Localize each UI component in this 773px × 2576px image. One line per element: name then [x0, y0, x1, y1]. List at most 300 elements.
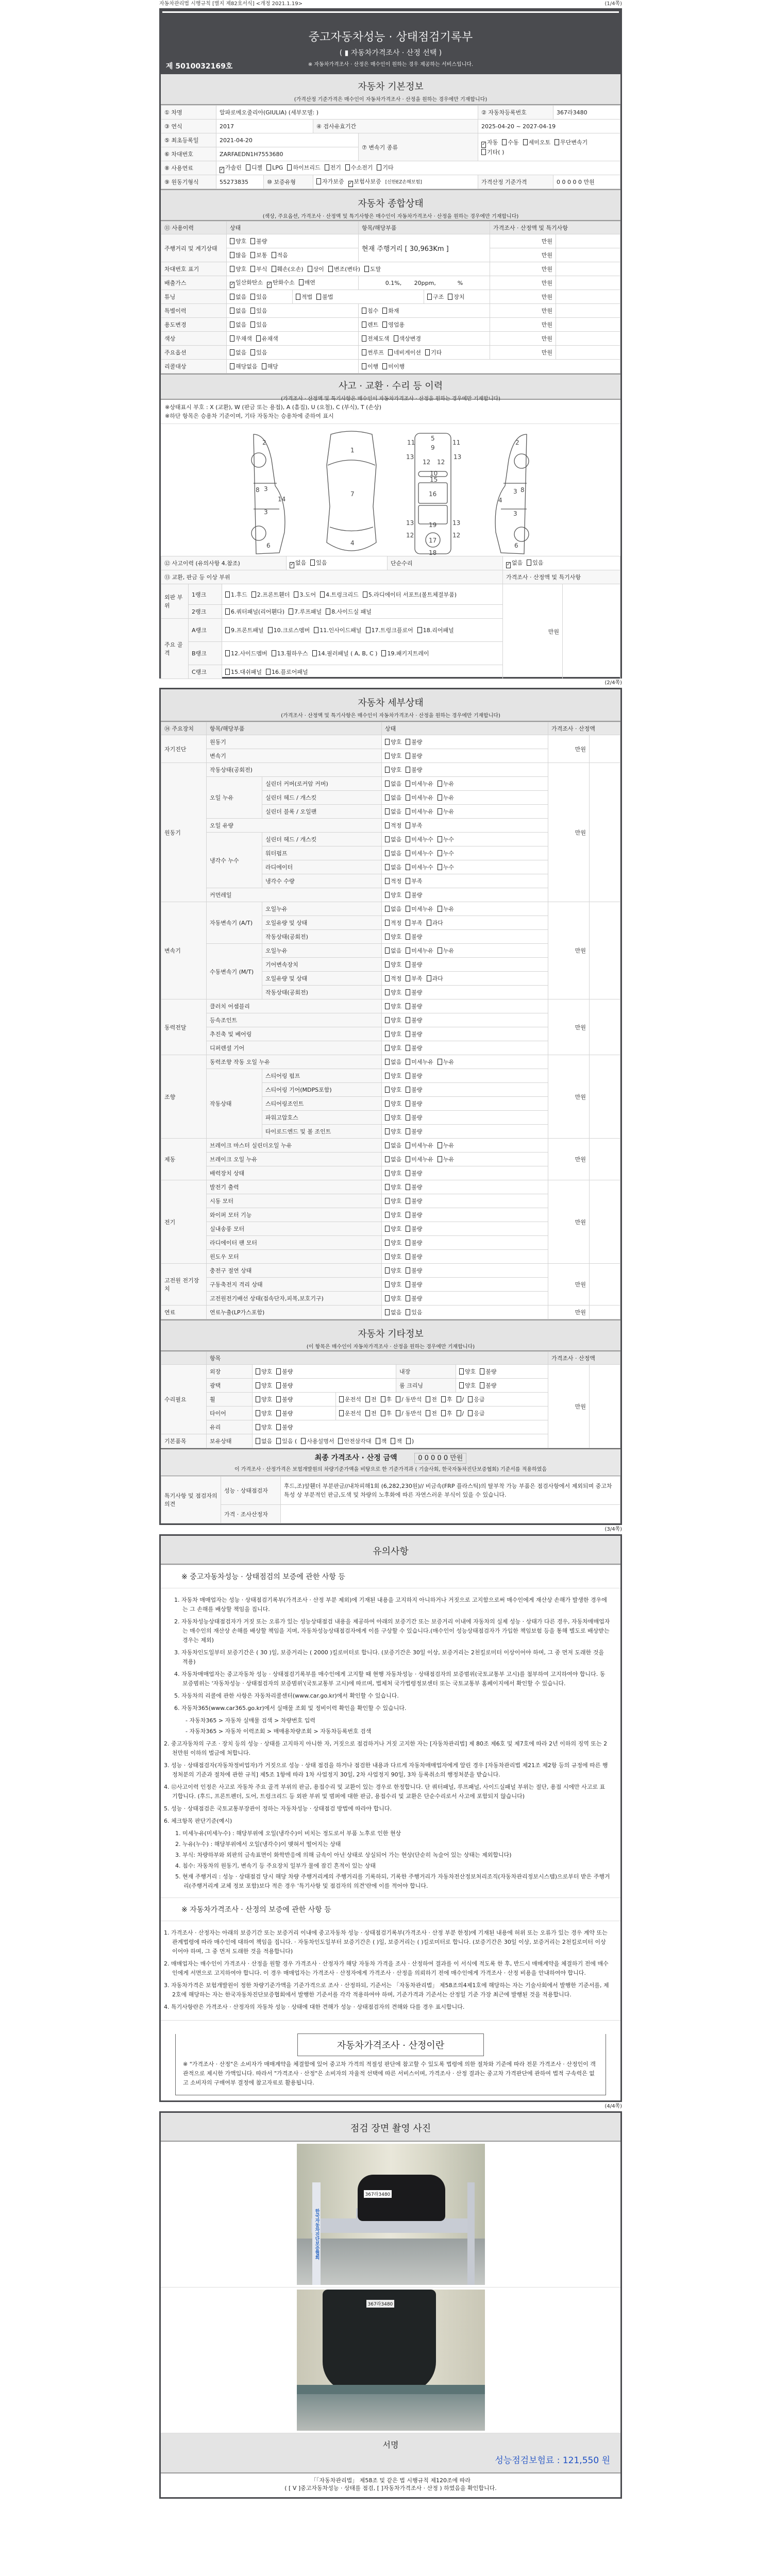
page-2 — [159, 688, 622, 1525]
checkbox[interactable] — [266, 669, 271, 675]
label: 주요 골격 — [161, 619, 189, 679]
checkbox[interactable] — [523, 139, 528, 145]
checkbox[interactable] — [459, 1382, 464, 1388]
checkbox[interactable] — [406, 836, 410, 842]
checkbox[interactable] — [385, 1295, 390, 1301]
checkbox[interactable] — [385, 1059, 390, 1065]
checkbox[interactable] — [320, 591, 325, 598]
checkbox[interactable] — [406, 947, 410, 954]
option-item: 양호 — [385, 1073, 401, 1079]
checkbox[interactable] — [480, 1368, 484, 1375]
checkbox[interactable] — [385, 808, 390, 815]
checkbox[interactable] — [527, 560, 531, 566]
checkbox[interactable] — [345, 164, 350, 171]
table-row — [161, 735, 620, 749]
column-header: ⑪ 사용이력 — [161, 222, 227, 234]
notice-item: 1. 가격조사 · 산정자는 아래의 보증기간 또는 보증거리 이내에 중고자동차 성능 · 상태점검기록부(가격조사 · 산정 부분 한정)에 기재된 내용에 허위 또는 오류가 있는 경우 계약 또는 관계법령에 따라 매수인에 대하여 책임을 집니다. · 자동차인도일부터 보증기간은 ( )일, 보증거리는 ( )킬로미터로 합니다. (보증기간은 30일 이상, 보증거리는 2천킬로미터 이상이어야 하며, 그 중 먼저 도래한 것을 적용합니다) — [164, 1929, 608, 1955]
option-item: 불법 — [316, 294, 333, 300]
checkbox[interactable] — [438, 836, 442, 842]
checkbox[interactable] — [396, 1396, 400, 1402]
checkbox[interactable] — [406, 1198, 410, 1204]
checkbox[interactable] — [385, 1031, 390, 1037]
checkbox[interactable] — [287, 164, 292, 171]
checkbox[interactable] — [251, 591, 256, 598]
checkbox[interactable] — [406, 1087, 410, 1093]
checkbox[interactable] — [230, 321, 234, 328]
checkbox[interactable] — [314, 627, 318, 633]
checkbox[interactable] — [406, 864, 410, 870]
option-item: 없음 — [385, 836, 401, 843]
checkbox[interactable] — [388, 349, 393, 355]
checkbox[interactable] — [406, 989, 410, 995]
checkbox[interactable] — [385, 1100, 390, 1107]
option-item: 누유 — [438, 906, 454, 912]
checkbox[interactable] — [406, 753, 410, 759]
checkbox[interactable] — [406, 1045, 410, 1051]
checkbox[interactable] — [385, 1003, 390, 1009]
option-item: 양호 — [230, 266, 246, 273]
checkbox[interactable] — [225, 650, 230, 656]
basic-info-header — [161, 74, 620, 105]
checkbox[interactable] — [385, 1267, 390, 1274]
checkbox[interactable] — [256, 1410, 260, 1416]
checkbox[interactable] — [459, 1368, 464, 1375]
checkbox[interactable] — [230, 308, 234, 314]
checkbox[interactable] — [406, 1073, 410, 1079]
checkbox[interactable] — [406, 1226, 410, 1232]
checkbox[interactable] — [438, 808, 442, 815]
checkbox[interactable] — [225, 608, 230, 615]
checkbox[interactable] — [385, 1281, 390, 1287]
checkbox[interactable] — [406, 892, 410, 898]
checkbox[interactable] — [272, 650, 276, 656]
accident-header — [161, 374, 620, 400]
svg-text:14: 14 — [278, 496, 286, 503]
checkbox[interactable] — [406, 1156, 410, 1162]
checkbox[interactable] — [230, 252, 234, 258]
checkbox[interactable] — [290, 562, 294, 568]
checkbox[interactable] — [406, 781, 410, 787]
checkbox[interactable] — [230, 238, 234, 244]
checkbox[interactable] — [385, 1045, 390, 1051]
table-row — [161, 1264, 620, 1278]
association-banner: 한국자동차진단보증협회 — [312, 2182, 321, 2285]
checkbox[interactable] — [385, 822, 390, 828]
checkbox[interactable] — [225, 669, 230, 675]
checkbox[interactable] — [385, 1184, 390, 1190]
inspection-photo-front[interactable] — [297, 2144, 485, 2285]
checkbox[interactable] — [385, 1017, 390, 1023]
checkbox[interactable] — [262, 363, 266, 369]
option-item: 18.리어패널 — [417, 627, 454, 634]
checkbox[interactable] — [438, 864, 442, 870]
checkbox[interactable] — [294, 591, 298, 598]
option-item: 누유 — [438, 808, 454, 815]
checkbox[interactable] — [406, 808, 410, 815]
checkbox[interactable] — [481, 149, 486, 155]
checkbox[interactable] — [381, 1396, 385, 1402]
checkbox[interactable] — [385, 1226, 390, 1232]
checkbox[interactable] — [276, 1396, 281, 1402]
checkbox[interactable] — [385, 1253, 390, 1260]
checkbox[interactable] — [385, 836, 390, 842]
checkbox[interactable] — [362, 308, 366, 314]
checkbox[interactable] — [385, 1073, 390, 1079]
checkbox[interactable] — [377, 164, 381, 171]
checkbox[interactable] — [385, 1309, 390, 1315]
checkbox[interactable] — [310, 560, 315, 566]
checkbox[interactable] — [250, 294, 255, 300]
checkbox[interactable] — [385, 906, 390, 912]
checkbox[interactable] — [250, 349, 255, 355]
checkbox[interactable] — [468, 1396, 473, 1402]
checkbox[interactable] — [339, 1410, 344, 1416]
checkbox[interactable] — [250, 238, 255, 244]
option-item: 기타 — [377, 164, 393, 171]
checkbox[interactable] — [230, 349, 234, 355]
checkbox[interactable] — [312, 650, 317, 656]
checkbox[interactable] — [385, 864, 390, 870]
checkbox[interactable] — [480, 1382, 484, 1388]
checkbox[interactable] — [266, 164, 271, 171]
checkbox[interactable] — [276, 1368, 281, 1375]
checkbox[interactable] — [385, 753, 390, 759]
checkbox[interactable] — [230, 335, 234, 342]
option-item: 누유 — [438, 794, 454, 801]
inspection-photo-rear[interactable] — [297, 2290, 485, 2431]
checkbox[interactable] — [502, 139, 507, 145]
checkbox[interactable] — [406, 975, 410, 981]
section-note: (가격조사 · 산정액 및 특기사항은 매수인이 자동차가격조사 · 산정을 원하는 경우에만 기재합니다) — [281, 713, 500, 719]
checkbox[interactable] — [385, 1198, 390, 1204]
checkbox[interactable] — [365, 1396, 370, 1402]
option-item: 불량 — [276, 1396, 293, 1403]
checkbox[interactable] — [250, 252, 255, 258]
checkbox[interactable] — [230, 282, 234, 288]
checkbox[interactable] — [406, 850, 410, 856]
option-item: 양호 — [459, 1368, 476, 1375]
notice-item: 3. 자동차인도일부터 보증기간은 ( 30 )일, 보증거리는 ( 2000 )킬로미터로 합니다. (보증기간은 30일 이상, 보증거리는 2천킬로미터 이상이어야 하며, 그 중 먼저 도래한 것을 적용) — [174, 1649, 604, 1665]
box-title: 자동차가격조사 · 산정이란 — [297, 2033, 484, 2056]
checkbox[interactable] — [396, 1410, 400, 1416]
checkbox[interactable] — [362, 335, 366, 342]
checkbox[interactable] — [256, 1438, 260, 1444]
checkbox[interactable] — [385, 1128, 390, 1134]
checkbox[interactable] — [296, 294, 300, 300]
checkbox[interactable] — [385, 1114, 390, 1121]
table-row — [161, 763, 620, 777]
option-item: 훼손(오손) — [272, 266, 304, 273]
checkbox[interactable] — [481, 142, 486, 148]
checkbox[interactable] — [406, 1031, 410, 1037]
checkbox[interactable] — [457, 1396, 461, 1402]
gauge-options — [227, 234, 359, 248]
checkbox[interactable] — [276, 1410, 281, 1416]
checkbox[interactable] — [363, 591, 367, 598]
checkbox[interactable] — [385, 1087, 390, 1093]
checkbox[interactable] — [554, 139, 559, 145]
checkbox[interactable] — [365, 1410, 370, 1416]
checkbox[interactable] — [438, 947, 442, 954]
other-info-header — [161, 1319, 620, 1351]
checkbox[interactable] — [385, 961, 390, 968]
checkbox[interactable] — [406, 1100, 410, 1107]
checkbox[interactable] — [406, 1059, 410, 1065]
checkbox[interactable] — [438, 1156, 442, 1162]
checkbox[interactable] — [448, 294, 452, 300]
checkbox[interactable] — [406, 1114, 410, 1121]
checkbox[interactable] — [385, 739, 390, 745]
section-title: 유의사항 — [373, 1546, 409, 1557]
checkbox[interactable] — [301, 1438, 306, 1444]
checkbox[interactable] — [417, 627, 422, 633]
checkbox[interactable] — [256, 1424, 260, 1430]
checkbox[interactable] — [308, 266, 312, 272]
checkbox[interactable] — [276, 1438, 281, 1444]
checkbox[interactable] — [250, 321, 255, 328]
checkbox[interactable] — [250, 266, 255, 272]
notice-items — [161, 1928, 610, 2012]
label: 리콜대상 — [161, 360, 227, 374]
label: ④ 검사유효기간 — [313, 120, 478, 133]
confirmation — [161, 2473, 620, 2497]
checkbox[interactable] — [362, 321, 366, 328]
checkbox[interactable] — [256, 1368, 260, 1375]
option-item: 색상변경 — [394, 335, 422, 342]
checkbox[interactable] — [406, 906, 410, 912]
checkbox[interactable] — [276, 1382, 281, 1388]
checkbox[interactable] — [406, 1295, 410, 1301]
checkbox[interactable] — [406, 1253, 410, 1260]
checkbox[interactable] — [438, 1059, 442, 1065]
svg-text:16: 16 — [429, 490, 437, 498]
checkbox[interactable] — [385, 934, 390, 940]
checkbox[interactable] — [406, 767, 410, 773]
checkbox[interactable] — [220, 167, 224, 173]
checkbox[interactable] — [385, 767, 390, 773]
checkbox[interactable] — [250, 308, 255, 314]
checkbox[interactable] — [225, 591, 230, 598]
checkbox[interactable] — [438, 794, 442, 801]
checkbox[interactable] — [427, 920, 431, 926]
checkbox[interactable] — [256, 335, 261, 342]
checkbox[interactable] — [385, 794, 390, 801]
checkbox[interactable] — [328, 266, 333, 272]
option-item: 있음 — [406, 1309, 422, 1316]
item-label: 오일누유 — [262, 944, 382, 958]
checkbox[interactable] — [394, 335, 398, 342]
checkbox[interactable] — [382, 321, 387, 328]
checkbox[interactable] — [272, 252, 276, 258]
checkbox[interactable] — [406, 739, 410, 745]
option-item: 해당없음 — [230, 363, 258, 370]
checkbox[interactable] — [406, 1309, 410, 1315]
checkbox[interactable] — [289, 608, 293, 615]
option-item: 양호 — [459, 1382, 476, 1389]
option-item: 미세누유 — [406, 1059, 433, 1065]
option-item: 없음 — [385, 1156, 401, 1163]
checkbox[interactable] — [406, 1128, 410, 1134]
column-header: 상태 — [382, 722, 548, 735]
checkbox[interactable] — [406, 1240, 410, 1246]
status-options — [382, 1292, 548, 1306]
checkbox[interactable] — [230, 363, 234, 369]
checkbox[interactable] — [276, 1424, 281, 1430]
inspector-opinion: 후드,조)앞휀더 부분판금//내차피해1회 (6,282,230원)// 비금속(FRP 플라스틱)의 탈부착 가능 부품은 점검사항에서 제외되며 중고차 특성 상 부분적인 판금,도색 및 차량의 노후화에 따른 자연스러운 부식이 있을 수 있습니다. — [281, 1477, 620, 1505]
checkbox[interactable] — [339, 1396, 344, 1402]
checkbox[interactable] — [406, 1003, 410, 1009]
checkbox[interactable] — [438, 850, 442, 856]
option-item: 무채색 — [230, 335, 252, 342]
checkbox[interactable] — [364, 266, 369, 272]
checkbox[interactable] — [246, 164, 250, 171]
price-notice-list — [161, 1921, 620, 2020]
checkbox[interactable] — [382, 308, 387, 314]
option-item: 없음 — [385, 1142, 401, 1149]
label: 보유상태 — [207, 1434, 253, 1448]
option-item: 불량 — [406, 739, 422, 745]
checkbox[interactable] — [441, 1396, 446, 1402]
checkbox[interactable] — [406, 1017, 410, 1023]
checkbox[interactable] — [362, 349, 366, 355]
checkbox[interactable] — [406, 934, 410, 940]
checkbox[interactable] — [299, 279, 304, 285]
checkbox[interactable] — [256, 1396, 260, 1402]
checkbox[interactable] — [441, 1410, 446, 1416]
column-header: 항목/해당부품 — [207, 722, 382, 735]
checkbox[interactable] — [385, 975, 390, 981]
checkbox[interactable] — [427, 294, 432, 300]
checkbox[interactable] — [385, 1156, 390, 1162]
checkbox[interactable] — [385, 1212, 390, 1218]
option-item: 전 — [426, 1410, 437, 1417]
checkbox[interactable] — [425, 349, 430, 355]
price-note — [590, 999, 620, 1055]
option-item: 10.크로스멤버 — [268, 627, 310, 634]
checkbox[interactable] — [438, 906, 442, 912]
price-note — [590, 1306, 620, 1319]
checkbox[interactable] — [385, 850, 390, 856]
table-row — [161, 1306, 620, 1319]
option-item: 보통 — [250, 252, 267, 259]
checkbox[interactable] — [385, 1240, 390, 1246]
checkbox[interactable] — [272, 266, 276, 272]
checkbox[interactable] — [381, 1410, 385, 1416]
notice-subitem: 5. 현재 주행거리 : 성능 · 상태점검 당시 해당 차량 주행거리계의 주행거리를 기록하되, 기록한 주행거리가 자동차전산정보처리조직(자동차관리정보시스템)으로부터 받은 주행거리(주행거리계 교체 정보 포함)보다 적은 경우 '특기사항 및 점검자의 의견'란에 이를 적어야 합니다. — [175, 1873, 610, 1889]
checkbox[interactable] — [426, 1410, 430, 1416]
checkbox[interactable] — [385, 781, 390, 787]
checkbox[interactable] — [326, 608, 330, 615]
checkbox[interactable] — [256, 1382, 260, 1388]
option-item: 불량 — [406, 767, 422, 773]
checkbox[interactable] — [506, 562, 511, 568]
checkbox[interactable] — [385, 1142, 390, 1148]
checkbox[interactable] — [426, 1396, 430, 1402]
checkbox[interactable] — [385, 1170, 390, 1176]
checkbox[interactable] — [338, 1438, 343, 1444]
checkbox[interactable] — [385, 892, 390, 898]
checkbox[interactable] — [406, 1438, 411, 1444]
checkbox[interactable] — [230, 294, 234, 300]
checkbox[interactable] — [325, 164, 329, 171]
checkbox[interactable] — [406, 1184, 410, 1190]
checkbox[interactable] — [381, 650, 386, 656]
checkbox[interactable] — [391, 1438, 395, 1444]
status-options — [382, 930, 548, 944]
group-label: 전기 — [161, 1180, 207, 1264]
label: 배출가스 — [161, 276, 227, 290]
checkbox[interactable] — [406, 1212, 410, 1218]
group-label: 조향 — [161, 1055, 207, 1139]
option-item: 유채색 — [256, 335, 278, 342]
checkbox[interactable] — [385, 989, 390, 995]
price-note — [590, 1180, 620, 1264]
option-item: 불량 — [406, 989, 422, 996]
checkbox[interactable] — [385, 878, 390, 884]
checkbox[interactable] — [376, 1438, 380, 1444]
checkbox[interactable] — [267, 282, 272, 288]
notice-item: 6. 자동차365(www.car365.go.kr)에서 실매물 조회 및 정비이력 확인을 확인할 수 있습니다. — [174, 1705, 407, 1711]
checkbox[interactable] — [406, 878, 410, 884]
checkbox[interactable] — [406, 920, 410, 926]
label: 수리필요 — [161, 1365, 207, 1434]
checkbox[interactable] — [385, 920, 390, 926]
checkbox[interactable] — [385, 947, 390, 954]
special-history-options — [227, 304, 359, 318]
checkbox[interactable] — [316, 294, 321, 300]
checkbox[interactable] — [406, 961, 410, 968]
checkbox[interactable] — [348, 181, 353, 187]
checkbox[interactable] — [230, 266, 234, 272]
checkbox[interactable] — [406, 1281, 410, 1287]
svg-text:18: 18 — [429, 549, 437, 556]
checkbox[interactable] — [468, 1410, 473, 1416]
option-item: 양호 — [385, 1212, 401, 1218]
rank-label: A랭크 — [189, 619, 222, 642]
status-options — [382, 1222, 548, 1236]
checkbox[interactable] — [406, 794, 410, 801]
checkbox[interactable] — [406, 1170, 410, 1176]
page-4 — [159, 1534, 622, 2102]
checkbox[interactable] — [457, 1410, 461, 1416]
checkbox[interactable] — [225, 627, 230, 633]
checkbox[interactable] — [316, 178, 321, 184]
checkbox[interactable] — [406, 1142, 410, 1148]
svg-text:12: 12 — [406, 532, 414, 539]
rank-label: 1랭크 — [189, 584, 222, 605]
notice-item: 1. 자동차 매매업자는 성능 · 상태점검기록부(가격조사 · 산정 부분 제외)에 기재된 내용을 고지하지 아니하거나 거짓으로 고지함으로써 매수인에게 재산상 손해가 발생한 경우에는 그 손해를 배상할 책임을 집니다. — [174, 1597, 607, 1613]
checkbox[interactable] — [268, 627, 273, 633]
checkbox[interactable] — [438, 781, 442, 787]
option-item: 6.쿼터패널(리어휀다) — [225, 608, 284, 615]
document-number: 제 5010032169호 — [166, 62, 233, 71]
price-note — [590, 1139, 620, 1180]
option-item: 불량 — [406, 1198, 422, 1205]
checkbox[interactable] — [427, 975, 431, 981]
status-options — [382, 999, 548, 1013]
checkbox[interactable] — [362, 363, 366, 369]
detail-header — [161, 689, 620, 722]
status-options — [382, 888, 548, 902]
checkbox[interactable] — [382, 363, 387, 369]
checkbox[interactable] — [438, 1142, 442, 1148]
checkbox[interactable] — [366, 627, 371, 633]
checkbox[interactable] — [406, 822, 410, 828]
option-item: ) — [406, 1438, 414, 1445]
notice-subitem: 2. 누유(누수) : 해당부위에서 오일(냉각수)이 맺혀서 떨어지는 상태 — [175, 1841, 341, 1848]
checkbox[interactable] — [406, 1267, 410, 1274]
section-title: 사고 · 교환 · 수리 등 이력 — [338, 381, 443, 392]
